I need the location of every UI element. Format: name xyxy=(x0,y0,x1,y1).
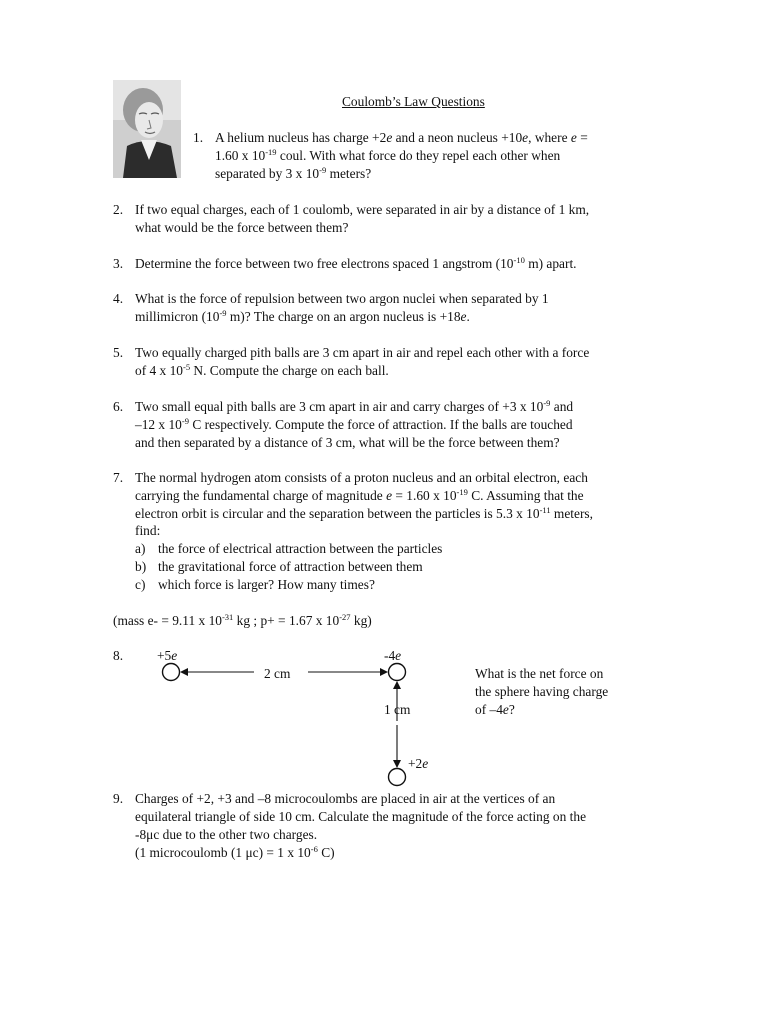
q8-question-line: the sphere having charge xyxy=(475,684,609,699)
q8-question-line: What is the net force on xyxy=(475,666,604,681)
subitem-label: b) xyxy=(135,559,147,574)
question-number: 8. xyxy=(113,648,124,663)
question-line: (1 microcoulomb (1 μc) = 1 x $10^{-6}$ C) xyxy=(135,844,335,860)
question-line: separated by 3 x $10^{-9}$ meters? xyxy=(215,165,372,181)
page-title: Coulomb’s Law Questions xyxy=(342,94,485,109)
subitem-label: c) xyxy=(135,577,146,592)
question-line: millimicron ($10^{-9}$ m)? The charge on an argon nucleus is +18e. xyxy=(135,308,470,324)
subitem-text: the gravitational force of attraction between them xyxy=(158,559,423,574)
q8-question-line: of –4e? xyxy=(475,702,515,717)
portrait-graphic xyxy=(113,80,181,178)
question-line: What is the force of repulsion between two argon nuclei when separated by 1 xyxy=(135,291,549,306)
question-line: –12 x $10^{-9}$ C respectively. Compute the force of attraction. If the balls are touched xyxy=(135,416,573,432)
question-number: 1. xyxy=(193,130,204,145)
question-line: Two equally charged pith balls are 3 cm apart in air and repel each other with a force xyxy=(135,345,590,360)
question-number: 9. xyxy=(113,791,124,806)
question-line: -8μc due to the other two charges. xyxy=(135,827,318,842)
question-line: carrying the fundamental charge of magnitude e = 1.60 x $10^{-19}$ C. Assuming that the xyxy=(135,487,584,503)
sphere-right xyxy=(389,664,406,681)
question-number: 2. xyxy=(113,202,124,217)
question-line: and then separated by a distance of 3 cm, what will be the force between them? xyxy=(135,435,560,450)
charge-label-right: -4e xyxy=(384,648,402,663)
question-line: A helium nucleus has charge +2e and a neon nucleus +10e, where e = xyxy=(215,130,588,145)
question-line: If two equal charges, each of 1 coulomb, were separated in air by a distance of 1 km, xyxy=(135,202,590,217)
distance-label-horizontal: 2 cm xyxy=(264,666,291,681)
question-line: find: xyxy=(135,523,161,538)
subitem-label: a) xyxy=(135,541,146,556)
question-number: 4. xyxy=(113,291,124,306)
question-line: of 4 x $10^{-5}$ N. Compute the charge on each ball. xyxy=(135,362,389,378)
charge-label-bottom: +2e xyxy=(408,756,429,771)
question-line: electron orbit is circular and the separation between the particles is 5.3 x $10^{-11}$ meters, xyxy=(135,505,593,521)
sphere-left xyxy=(163,664,180,681)
sphere-bottom xyxy=(389,769,406,786)
mass-note: (mass e- = 9.11 x $10^{-31}$ kg ; p+ = 1.67 x $10^{-27}$ kg) xyxy=(113,612,372,628)
question-line: Determine the force between two free electrons spaced 1 angstrom ($10^{-10}$ m) apart. xyxy=(135,255,577,271)
force-diagram xyxy=(150,655,420,795)
question-line: 1.60 x $10^{-19}$ coul. With what force do they repel each other when xyxy=(215,147,561,163)
question-number: 6. xyxy=(113,399,124,414)
subitem-text: which force is larger? How many times? xyxy=(158,577,375,592)
question-line: equilateral triangle of side 10 cm. Calculate the magnitude of the force acting on the xyxy=(135,809,587,824)
charge-label-left: +5e xyxy=(157,648,178,663)
question-line: Two small equal pith balls are 3 cm apart in air and carry charges of +3 x $10^{-9}$ and xyxy=(135,398,574,414)
distance-label-vertical: 1 cm xyxy=(384,702,411,717)
question-number: 7. xyxy=(113,470,124,485)
question-number: 3. xyxy=(113,256,124,271)
question-line: Charges of +2, +3 and –8 microcoulombs are placed in air at the vertices of an xyxy=(135,791,556,806)
coulomb-portrait xyxy=(113,80,181,178)
subitem-text: the force of electrical attraction between the particles xyxy=(158,541,443,556)
question-number: 5. xyxy=(113,345,124,360)
question-line: The normal hydrogen atom consists of a proton nucleus and an orbital electron, each xyxy=(135,470,588,485)
question-line: what would be the force between them? xyxy=(135,220,349,235)
